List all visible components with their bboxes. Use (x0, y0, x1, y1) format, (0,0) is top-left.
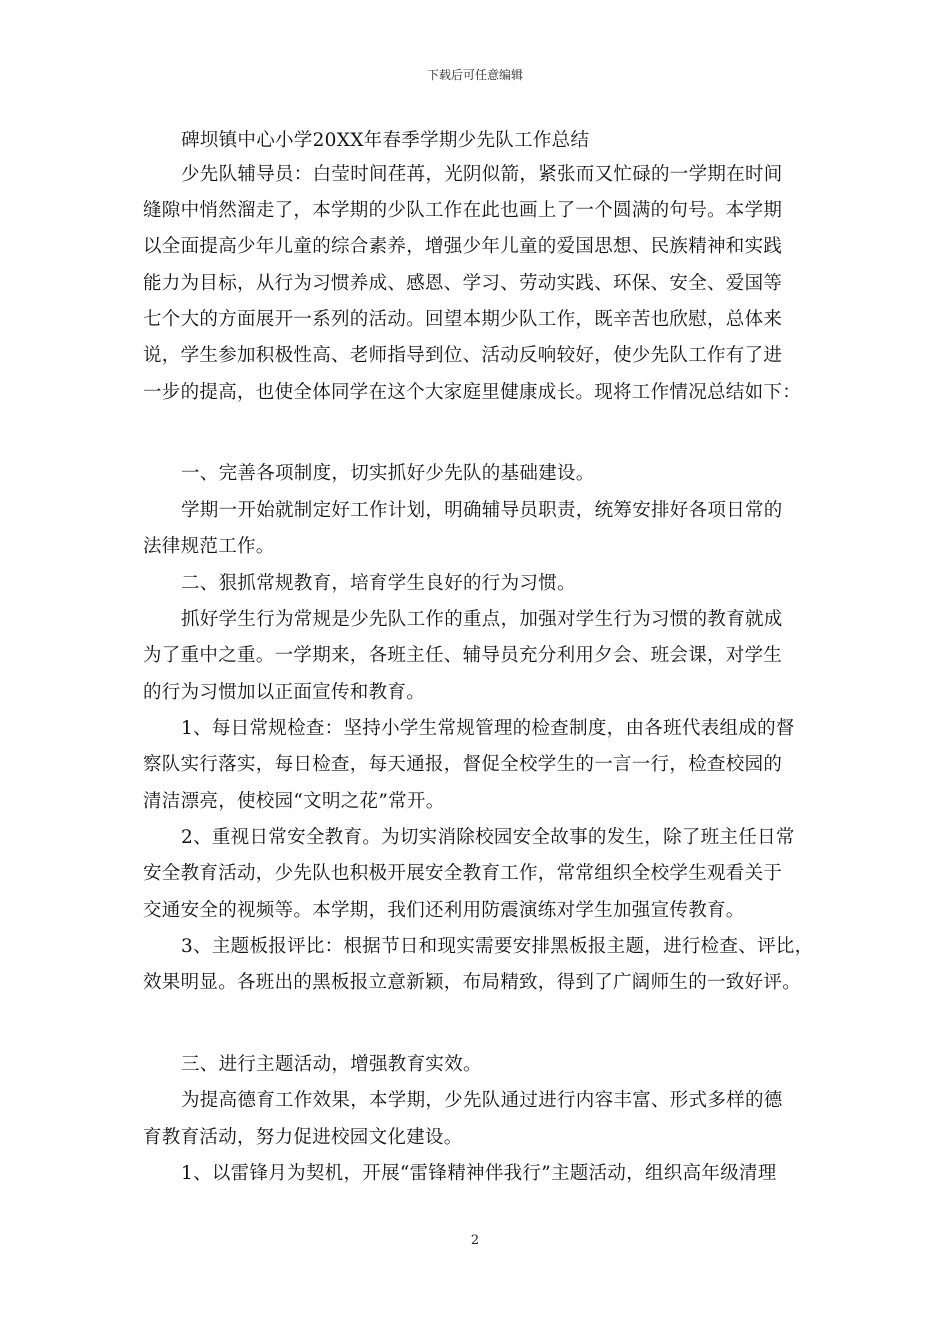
paragraph-line: 效果明显。各班出的黑板报立意新颖，布局精致，得到了广阔师生的一致好评。 (143, 972, 802, 993)
paragraph-line: 少先队辅导员：白莹时间荏苒，光阴似箭，紧张而又忙碌的一学期在时间 (181, 164, 783, 185)
paragraph-line: 察队实行落实，每日检查，每天通报，督促全校学生的一言一行，检查校园的 (143, 754, 783, 775)
paragraph-line: 七个大的方面展开一系列的活动。回望本期少队工作，既辛苦也欣慰，总体来 (143, 309, 783, 330)
paragraph-line: 一步的提高，也使全体同学在这个大家庭里健康成长。现将工作情况总结如下： (143, 382, 802, 403)
section-heading: 一、完善各项制度，切实抓好少先队的基础建设。 (181, 463, 595, 484)
paragraph-line: 为了重中之重。一学期来，各班主任、辅导员充分利用夕会、班会课，对学生 (143, 645, 783, 666)
paragraph-line: 能力为目标，从行为习惯养成、感恩、学习、劳动实践、环保、安全、爱国等 (143, 273, 783, 294)
page-number: 2 (470, 1233, 480, 1248)
section-heading: 二、狠抓常规教育，培育学生良好的行为习惯。 (181, 573, 576, 594)
paragraph-line: 3、主题板报评比：根据节日和现实需要安排黑板报主题，进行检查、评比， (181, 936, 814, 957)
paragraph-line: 2、重视日常安全教育。为切实消除校园安全故事的发生，除了班主任日常 (181, 827, 795, 848)
paragraph-line: 学期一开始就制定好工作计划，明确辅导员职责，统筹安排好各项日常的 (181, 500, 783, 521)
paragraph-line: 说，学生参加积极性高、老师指导到位、活动反响较好，使少先队工作有了进 (143, 345, 783, 366)
paragraph-line: 缝隙中悄然溜走了，本学期的少队工作在此也画上了一个圆满的句号。本学期 (143, 200, 783, 221)
paragraph-line: 1、以雷锋月为契机，开展“雷锋精神伴我行”主题活动，组织高年级清理 (181, 1163, 777, 1184)
paragraph-line: 以全面提高少年儿童的综合素养，增强少年儿童的爱国思想、民族精神和实践 (143, 236, 783, 257)
document-title: 碑坝镇中心小学20XX年春季学期少先队工作总结 (181, 130, 590, 151)
paragraph-line: 为提高德育工作效果，本学期，少先队通过进行内容丰富、形式多样的德 (181, 1090, 783, 1111)
paragraph-line: 安全教育活动，少先队也积极开展安全教育工作，常常组织全校学生观看关于 (143, 863, 783, 884)
paragraph-line: 法律规范工作。 (143, 536, 275, 557)
paragraph-line: 交通安全的视频等。本学期，我们还利用防震演练对学生加强宣传教育。 (143, 900, 745, 921)
paragraph-line: 抓好学生行为常规是少先队工作的重点，加强对学生行为习惯的教育就成 (181, 609, 783, 630)
paragraph-line: 的行为习惯加以正面宣传和教育。 (143, 682, 426, 703)
paragraph-line: 育教育活动，努力促进校园文化建设。 (143, 1127, 463, 1148)
paragraph-line: 清洁漂亮，使校园“文明之花”常开。 (143, 791, 445, 812)
page-header: 下载后可任意编辑 (426, 68, 523, 82)
paragraph-line: 1、每日常规检查：坚持小学生常规管理的检查制度，由各班代表组成的督 (181, 718, 795, 739)
section-heading: 三、进行主题活动，增强教育实效。 (181, 1054, 482, 1075)
